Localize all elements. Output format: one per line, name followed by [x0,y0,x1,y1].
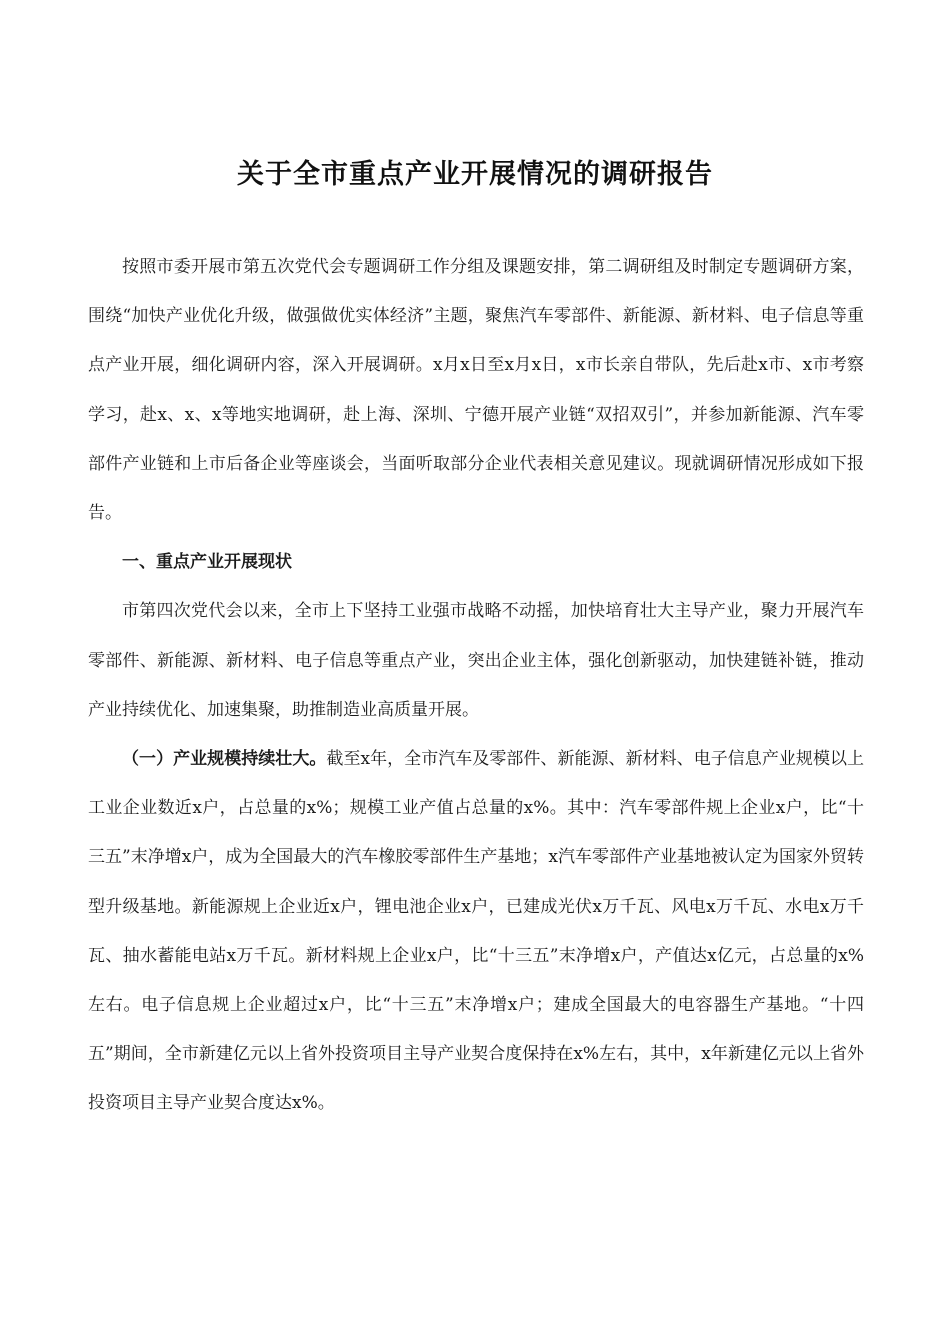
page-title: 关于全市重点产业开展情况的调研报告 [237,159,713,190]
section-heading: 一、重点产业开展现状 [122,552,292,573]
document-body [88,243,864,1129]
intro-paragraph: 按照市委开展市第五次党代会专题调研工作分组及课题安排，第二调研组及时制定专题调研方案，围绕“加快产业优化升级，做强做优实体经济”主题，聚焦汽车零部件、新能源、新材料、电子信息等重点产业开展，细化调研内容，深入开展调研。x月x日至x月x日，x市长亲自带队，先后赴x市、x市考察学习，赴x、x、x等地实地调研，赴上海、深圳、宁德开展产业链“双招双引”，并参加新能源、汽车零部件产业链和上市后备企业等座谈会，当面听取部分企业代表相关意见建议。现就调研情况形成如下报告。 [88,257,864,524]
subsection-text: 截至x年，全市汽车及零部件、新能源、新材料、电子信息产业规模以上工业企业数近x户，占总量的x%；规模工业产值占总量的x%。其中：汽车零部件规上企业x户，比“十三五”末净增x户，成为全国最大的汽车橡胶零部件生产基地；x汽车零部件产业基地被认定为国家外贸转型升级基地。新能源规上企业近x户，锂电池企业x户，已建成光伏x万千瓦、风电x万千瓦、水电x万千瓦、抽水蓄能电站x万千瓦。新材料规上企业x户，比“十三五”末净增x户，产值达x亿元，占总量的x%左右。电子信息规上企业超过x户，比“十三五”末净增x户；建成全国最大的电容器生产基地。“十四五”期间，全市新建亿元以上省外投资项目主导产业契合度保持在x%左右，其中，x年新建亿元以上省外投资项目主导产业契合度达x%。 [88,749,865,1114]
section-paragraph: 市第四次党代会以来，全市上下坚持工业强市战略不动摇，加快培育壮大主导产业，聚力开展汽车零部件、新能源、新材料、电子信息等重点产业，突出企业主体，强化创新驱动，加快建链补链，推动产业持续优化、加速集聚，助推制造业高质量开展。 [88,601,864,720]
subsection-lead: （一）产业规模持续壮大。 [122,749,327,770]
subsection-paragraph [88,735,864,1129]
